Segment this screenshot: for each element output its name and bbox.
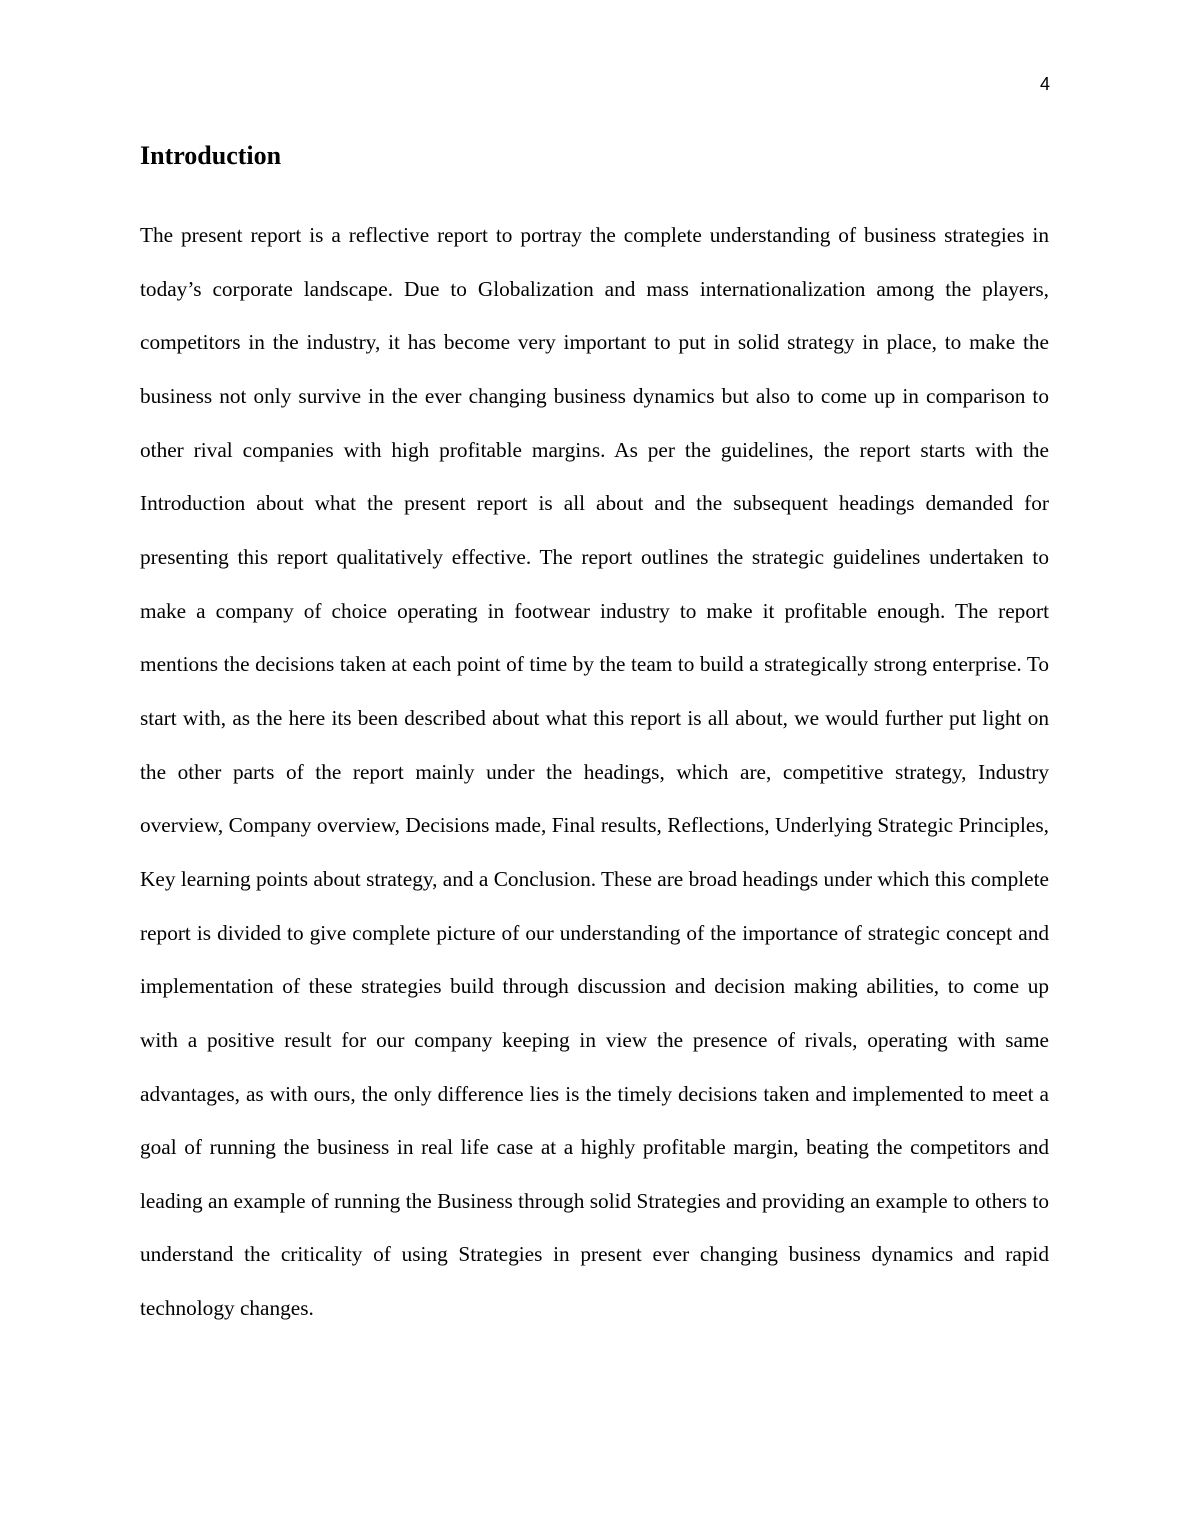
introduction-paragraph: The present report is a reflective report to portray the complete understanding of business strategies in today’s corporate landscape. Due to Globalization and mass internationalization among the players, competitors in the industry, it has become very important to put in solid strategy in place, to make the business not only survive in the ever changing business dynamics but also to come up in comparison to other rival companies with high profitable margins. As per the guidelines, the report starts with the Introduction about what the present report is all about and the subsequent headings demanded for presenting this report qualitatively effective. The report outlines the strategic guidelines undertaken to make a company of choice operating in footwear industry to make it profitable enough. The report mentions the decisions taken at each point of time by the team to build a strategically strong enterprise. To start with, as the here its been described about what this report is all about, we would further put light on the other parts of the report mainly under the headings, which are, competitive strategy, Industry overview, Company overview, Decisions made, Final results, Reflections, Underlying Strategic Principles, Key learning points about strategy, and a Conclusion. These are broad headings under which this complete report is divided to give complete picture of our understanding of the importance of strategic concept and implementation of these strategies build through discussion and decision making abilities, to come up with a positive result for our company keeping in view the presence of rivals, operating with same advantages, as with ours, the only difference lies is the timely decisions taken and implemented to meet a goal of running the business in real life case at a highly profitable margin, beating the competitors and leading an example of running the Business through solid Strategies and providing an example to others to understand the criticality of using Strategies in present ever changing business dynamics and rapid technology changes.	[140, 223, 1049, 1321]
page-number: 4	[1039, 74, 1050, 94]
section-heading: Introduction	[140, 141, 282, 170]
